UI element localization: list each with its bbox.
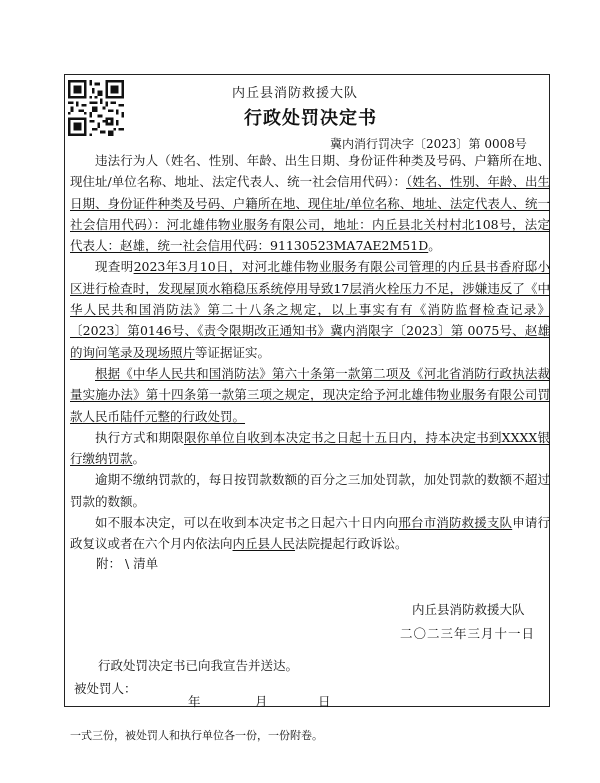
execution-paragraph (70, 427, 550, 470)
party-end: 。 (428, 238, 441, 254)
appeal-text-3: 法院提起行政诉讼。 (295, 536, 408, 552)
party-lead: 违法行为人（姓名、性别、年龄、出生日期、身份证件种类及号码、户籍所在地、现住址/单位名称、地址、法定代表人、统一社会信用代码）： (70, 153, 550, 190)
appeal-paragraph (70, 512, 550, 555)
service-year-label: 年 (188, 694, 201, 709)
agency-header: 内丘县消防救援大队 (232, 86, 359, 101)
service-month-label: 月 (255, 694, 268, 709)
late-penalty-paragraph: 逾期不缴纳罚款的，每日按罚款数额的百分之三加处罚款，加处罚款的数额不超过罚款的数额。 (70, 472, 550, 509)
qr-code-icon (68, 80, 124, 136)
execution-lead: 执行方式和期限 (95, 429, 184, 445)
party-paragraph (70, 150, 550, 256)
attachment-value: \ 清单 (125, 556, 159, 571)
service-day-label: 日 (318, 694, 331, 709)
party-value: （姓名、性别、年龄、出生日期、身份证件种类及号码、户籍所在地、现住址/单位名称、地址、法定代表人、统一社会信用代码）：河北雄伟物业服务有限公司，地址：内丘县北关村村北108号，法定代表人：赵雄，统一社会信用代码：91130523MA7AE2M51D (70, 174, 550, 254)
finding-value: 2023年3月10日，对河北雄伟物业服务有限公司管理的内丘县书香府邸小区进行检查时，发现屋顶水箱稳压系统停用导致17层消火栓压力不足，涉嫌违反了《中华人民共和国消防法》第二十八条之规定，以上事实有有《消防监督检查记录》〔2023〕第0146号、《责令限期改正通知书》冀内消限字〔2023〕第 0075号、赵雄的询问笔录及现场照片 (70, 259, 550, 360)
decision-paragraph (70, 363, 550, 427)
document-number: 冀内消行罚决字〔2023〕第 0008号 (330, 137, 527, 151)
footer-note: 一式三份，被处罚人和执行单位各一份，一份附卷。 (70, 729, 323, 742)
signing-agency: 内丘县消防救援大队 (412, 602, 525, 617)
attachment-label: 附： (96, 556, 122, 571)
finding-paragraph (70, 256, 550, 362)
finding-lead: 现查明 (95, 259, 134, 275)
finding-end: 等证据证实。 (195, 344, 271, 360)
recipient-label: 被处罚人： (74, 681, 137, 696)
decision-value: 根据《中华人民共和国消防法》第六十条第一款第二项及《河北省消防行政执法裁量实施办法》第十四条第一款第三项之规定，现决定给予河北雄伟物业服务有限公司罚款人民币陆仟元整的行政处罚。 (70, 365, 550, 424)
attachment-line (96, 554, 158, 572)
service-statement: 行政处罚决定书已向我宣告并送达。 (98, 658, 299, 673)
document-body (70, 150, 550, 555)
execution-value: 限你单位自收到本决定书之日起十五日内，持本决定书到XXXX银行缴纳罚款 (70, 429, 550, 467)
appeal-text-1: 如不服本决定，可以在收到本决定书之日起六十日内向 (95, 515, 399, 531)
appeal-text-2: 申请行政复议或者在六个月内依法向 (70, 515, 550, 552)
appeal-court: 内丘县人民 (232, 536, 296, 552)
signing-date: 二〇二三年三月十一日 (400, 626, 536, 641)
execution-end: 。 (132, 451, 146, 467)
document-title: 行政处罚决定书 (244, 108, 377, 129)
appeal-agency: 邢台市消防救援支队 (398, 515, 513, 531)
